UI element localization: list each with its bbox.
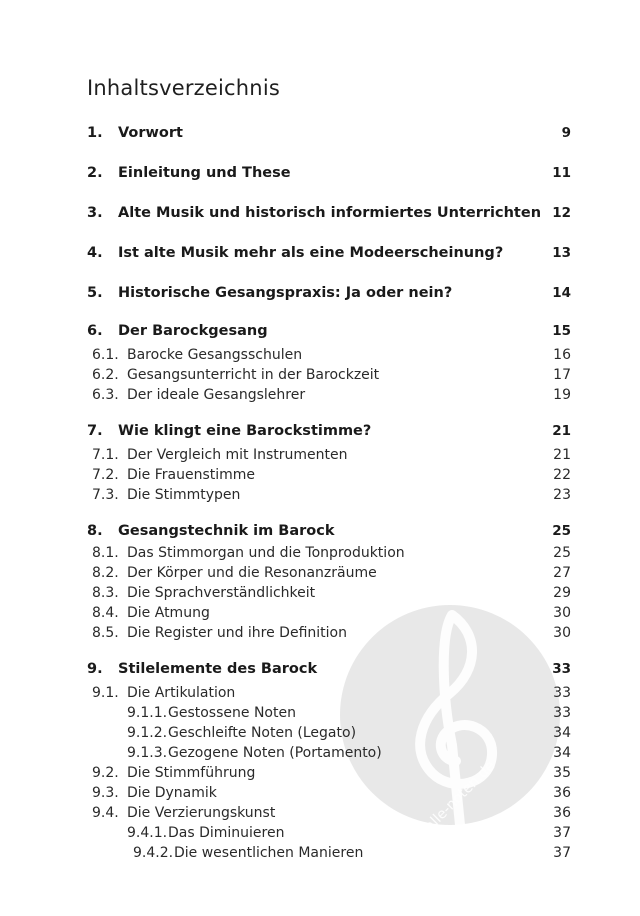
toc-chapter[interactable] xyxy=(0,658,640,680)
toc-section[interactable] xyxy=(0,822,640,844)
toc-label: Historische Gesangspraxis: Ja oder nein? xyxy=(118,285,453,301)
toc-number: 8.1. xyxy=(92,545,119,561)
toc-label: Ist alte Musik mehr als eine Modeerscheinung? xyxy=(118,245,504,261)
toc-number: 2. xyxy=(87,165,103,181)
toc-label: Der Vergleich mit Instrumenten xyxy=(127,447,348,463)
toc-page-number: 16 xyxy=(553,347,571,363)
toc-page-number: 15 xyxy=(552,323,571,339)
toc-page-number: 30 xyxy=(553,625,571,641)
toc-number: 1. xyxy=(87,125,103,141)
toc-chapter[interactable] xyxy=(0,282,640,304)
toc-number: 9.4. xyxy=(92,805,119,821)
toc-page-number: 17 xyxy=(553,367,571,383)
toc-number: 3. xyxy=(87,205,103,221)
toc-number: 8.5. xyxy=(92,625,119,641)
watermark-text: alle-noten.de xyxy=(421,757,499,835)
toc-chapter[interactable] xyxy=(0,242,640,264)
toc-label: Die Stimmführung xyxy=(127,765,256,781)
toc-page-number: 9 xyxy=(561,125,571,141)
toc-section[interactable] xyxy=(0,742,640,764)
toc-label: Gezogene Noten (Portamento) xyxy=(168,745,382,761)
toc-label: Die Dynamik xyxy=(127,785,217,801)
toc-label: Die Sprachverständlichkeit xyxy=(127,585,316,601)
toc-chapter[interactable] xyxy=(0,162,640,184)
toc-section[interactable] xyxy=(0,444,640,466)
toc-page-number: 27 xyxy=(553,565,571,581)
toc-number: 9.1.3. xyxy=(127,745,168,761)
toc-number: 6.2. xyxy=(92,367,119,383)
toc-page-number: 33 xyxy=(553,685,571,701)
toc-number: 7.1. xyxy=(92,447,119,463)
toc-section[interactable] xyxy=(0,682,640,704)
toc-chapter[interactable] xyxy=(0,420,640,442)
toc-page-number: 35 xyxy=(553,765,571,781)
toc-label: Der ideale Gesangslehrer xyxy=(127,387,306,403)
toc-label: Die Artikulation xyxy=(127,685,236,701)
toc-section[interactable] xyxy=(0,464,640,486)
toc-number: 8.4. xyxy=(92,605,119,621)
toc-section[interactable] xyxy=(0,842,640,864)
toc-section[interactable] xyxy=(0,722,640,744)
toc-label: Vorwort xyxy=(118,125,183,141)
toc-number: 8. xyxy=(87,523,103,539)
toc-page-number: 21 xyxy=(553,447,571,463)
toc-section[interactable] xyxy=(0,364,640,386)
toc-label: Die wesentlichen Manieren xyxy=(174,845,364,861)
toc-number: 7. xyxy=(87,423,103,439)
toc-page-number: 11 xyxy=(552,165,571,181)
toc-section[interactable] xyxy=(0,762,640,784)
toc-label: Die Stimmtypen xyxy=(127,487,241,503)
toc-chapter[interactable] xyxy=(0,320,640,342)
toc-section[interactable] xyxy=(0,562,640,584)
toc-page-number: 13 xyxy=(552,245,571,261)
toc-number: 9.1. xyxy=(92,685,119,701)
toc-label: Der Körper und die Resonanzräume xyxy=(127,565,377,581)
toc-label: Barocke Gesangsschulen xyxy=(127,347,303,363)
toc-chapter[interactable] xyxy=(0,122,640,144)
toc-section[interactable] xyxy=(0,384,640,406)
toc-number: 6.3. xyxy=(92,387,119,403)
toc-section[interactable] xyxy=(0,542,640,564)
toc-label: Wie klingt eine Barockstimme? xyxy=(118,423,372,439)
toc-number: 7.2. xyxy=(92,467,119,483)
toc-number: 8.3. xyxy=(92,585,119,601)
toc-number: 6.1. xyxy=(92,347,119,363)
toc-label: Gesangsunterricht in der Barockzeit xyxy=(127,367,380,383)
toc-page-number: 36 xyxy=(553,785,571,801)
toc-number: 6. xyxy=(87,323,103,339)
toc-page-number: 34 xyxy=(553,745,571,761)
toc-page-number: 34 xyxy=(553,725,571,741)
toc-label: Stilelemente des Barock xyxy=(118,661,318,677)
toc-section[interactable] xyxy=(0,782,640,804)
toc-label: Alte Musik und historisch informiertes Unterrichten xyxy=(118,205,542,221)
toc-page-number: 23 xyxy=(553,487,571,503)
toc-number: 5. xyxy=(87,285,103,301)
toc-section[interactable] xyxy=(0,622,640,644)
toc-chapter[interactable] xyxy=(0,520,640,542)
toc-number: 9.4.2. xyxy=(133,845,174,861)
toc-page-number: 33 xyxy=(553,705,571,721)
toc-page-number: 22 xyxy=(553,467,571,483)
toc-label: Der Barockgesang xyxy=(118,323,268,339)
toc-label: Das Diminuieren xyxy=(168,825,285,841)
page-title: Inhaltsverzeichnis xyxy=(87,76,280,100)
toc-page-number: 29 xyxy=(553,585,571,601)
toc-label: Die Verzierungskunst xyxy=(127,805,276,821)
toc-page-number: 36 xyxy=(553,805,571,821)
toc-number: 8.2. xyxy=(92,565,119,581)
toc-page-number: 19 xyxy=(553,387,571,403)
toc-section[interactable] xyxy=(0,484,640,506)
toc-number: 9.2. xyxy=(92,765,119,781)
toc-number: 9.4.1. xyxy=(127,825,168,841)
toc-number: 9.1.2. xyxy=(127,725,168,741)
toc-label: Gestossene Noten xyxy=(168,705,296,721)
toc-page-number: 25 xyxy=(553,545,571,561)
toc-page-number: 37 xyxy=(553,825,571,841)
toc-label: Geschleifte Noten (Legato) xyxy=(168,725,357,741)
toc-label: Einleitung und These xyxy=(118,165,291,181)
toc-page-number: 33 xyxy=(552,661,571,677)
toc-number: 4. xyxy=(87,245,103,261)
toc-number: 9.1.1. xyxy=(127,705,168,721)
toc-number: 9. xyxy=(87,661,103,677)
toc-page-number: 25 xyxy=(552,523,571,539)
toc-page-number: 12 xyxy=(552,205,571,221)
toc-label: Gesangstechnik im Barock xyxy=(118,523,335,539)
toc-section[interactable] xyxy=(0,702,640,724)
toc-label: Die Atmung xyxy=(127,605,210,621)
toc-section[interactable] xyxy=(0,344,640,366)
toc-page-number: 37 xyxy=(553,845,571,861)
toc-page-number: 21 xyxy=(552,423,571,439)
toc-label: Die Frauenstimme xyxy=(127,467,256,483)
toc-number: 7.3. xyxy=(92,487,119,503)
toc-section[interactable] xyxy=(0,582,640,604)
toc-page-number: 30 xyxy=(553,605,571,621)
toc-label: Die Register und ihre Definition xyxy=(127,625,347,641)
toc-label: Das Stimmorgan und die Tonproduktion xyxy=(127,545,405,561)
toc-chapter[interactable] xyxy=(0,202,640,224)
toc-number: 9.3. xyxy=(92,785,119,801)
toc-page-number: 14 xyxy=(552,285,571,301)
toc-section[interactable] xyxy=(0,602,640,624)
toc-section[interactable] xyxy=(0,802,640,824)
